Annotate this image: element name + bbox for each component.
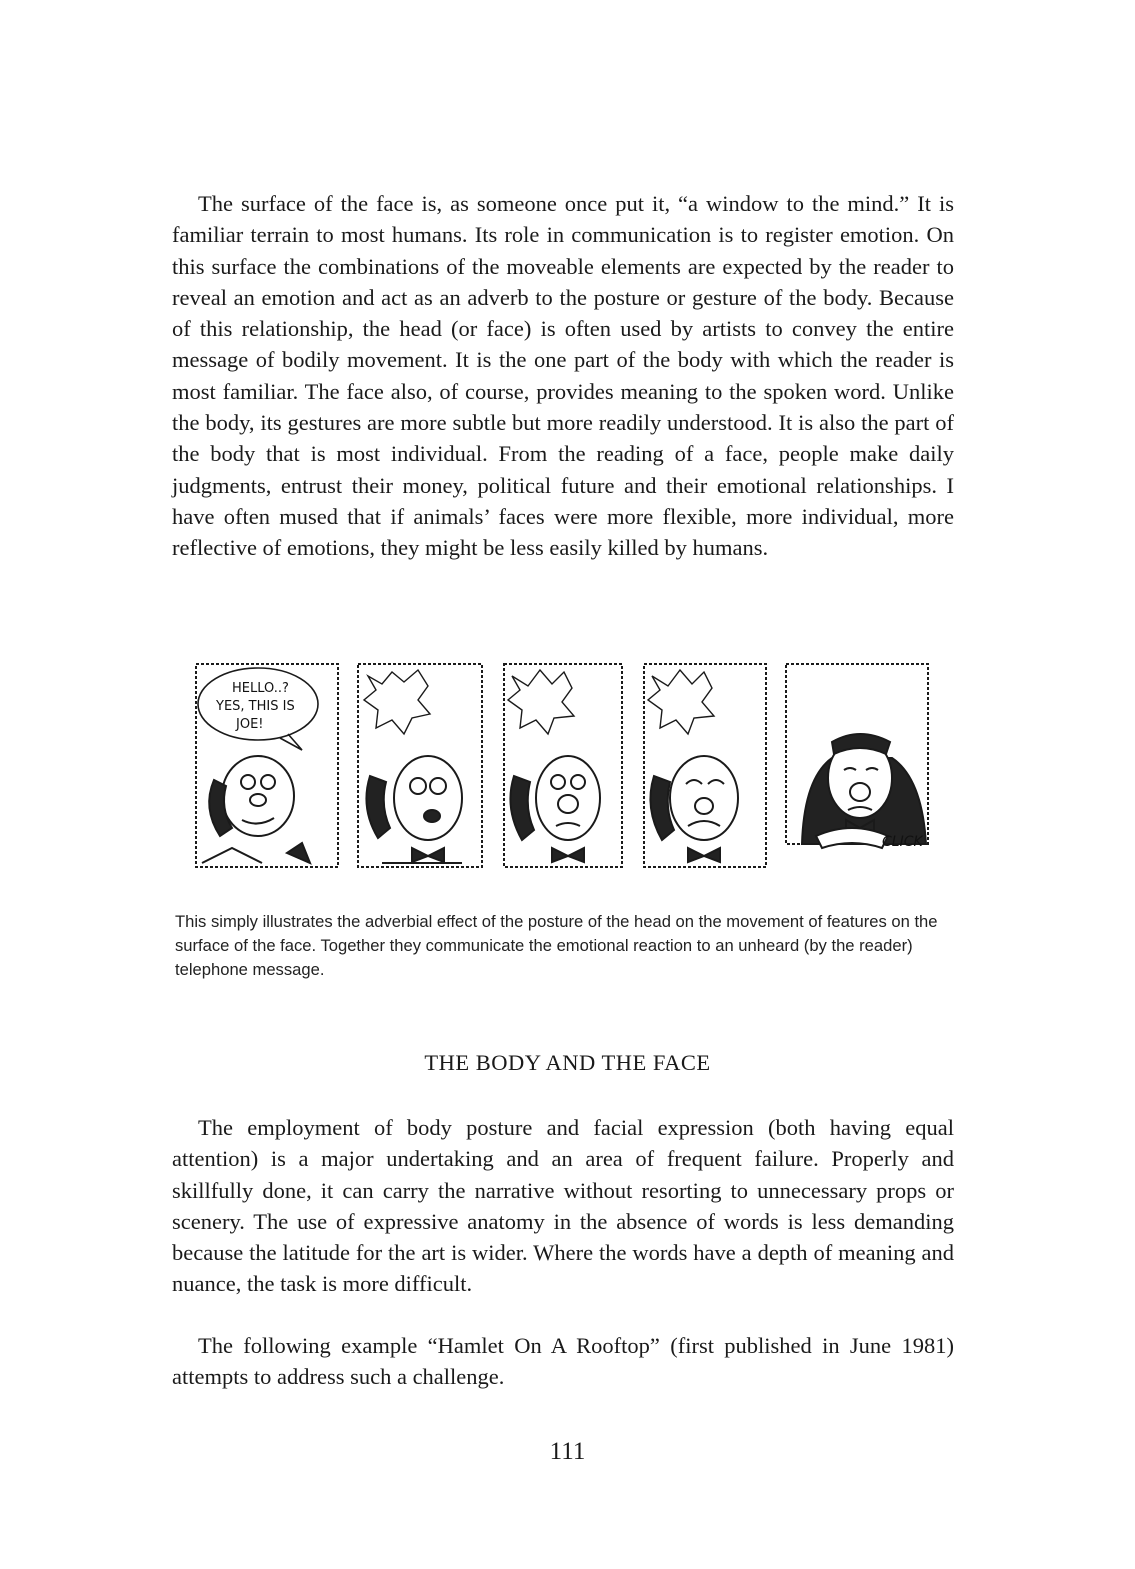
bubble-line-1: HELLO..? <box>232 681 289 696</box>
body-paragraph-3: The following example “Hamlet On A Rooftop” (first published in June 1981) attempts to address such a challenge. <box>172 1333 954 1390</box>
comic-panel-2 <box>358 664 482 867</box>
bubble-line-2: YES, THIS IS <box>216 699 295 714</box>
figure-caption: This simply illustrates the adverbial effect of the posture of the head on the movement of features on the surface of the face. Together they communicate the emotional reaction to an unheard (by the reader) telephone message. <box>175 912 938 980</box>
comic-panel-5 <box>786 664 928 848</box>
body-paragraph-1: The surface of the face is, as someone once put it, “a window to the mind.” It is familiar terrain to most humans. Its role in communication is to register emotion. On this surface the combinations of the moveable elements are expected by the reader to reveal an emotion and act as an adverb to the posture or gesture of the body. Because of this relationship, the head (or face) is often used by artists to convey the entire message of bodily movement. It is the one part of the body with which the reader is most familiar. The face also, of course, provides meaning to the spoken word. Unlike the body, its gestures are more subtle but more readily understood. It is also the part of the body that is most individual. From the reading of a face, people make daily judgments, entrust their money, political future and their emotional relationships. I have often mused that if animals’ faces were more flexible, more individual, more reflective of emotions, they might be less easily killed by humans. <box>172 191 954 561</box>
bubble-line-3: JOE! <box>236 717 264 732</box>
page-number: 111 <box>549 1438 586 1465</box>
comic-panel-3 <box>504 664 622 867</box>
section-heading: THE BODY AND THE FACE <box>424 1050 711 1075</box>
body-paragraph-2: The employment of body posture and facial expression (both having equal attention) is a major undertaking and an area of frequent failure. Properly and skillfully done, it can carry the narrative without resorting to unnecessary props or scenery. The use of expressive anatomy in the absence of words is less demanding because the latitude for the art is wider. Where the words have a depth of meaning and nuance, the task is more difficult. <box>172 1115 954 1297</box>
telephone-comic-strip <box>192 658 937 873</box>
comic-panel-4 <box>644 664 766 867</box>
click-sound-effect: CLICK <box>882 834 923 850</box>
